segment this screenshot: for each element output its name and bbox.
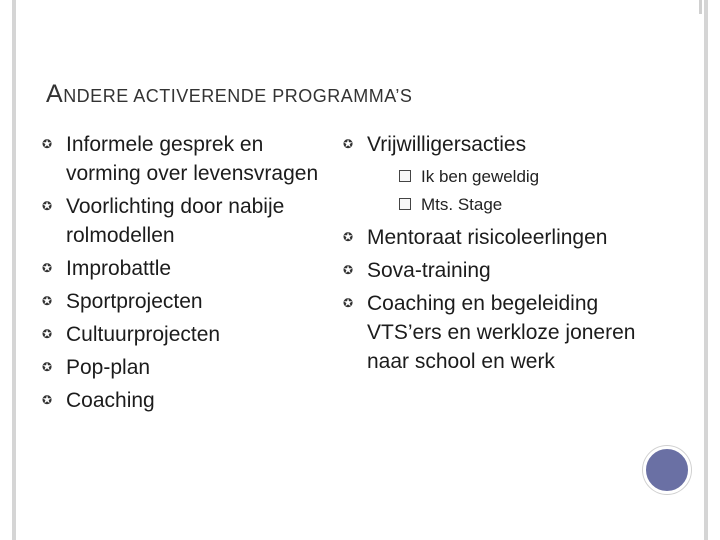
checkbox-bullet-icon	[399, 198, 411, 210]
list-item-text: Improbattle	[66, 257, 172, 280]
list-item	[343, 223, 643, 252]
sub-list-item-text: Ik ben geweldig	[421, 167, 540, 186]
star-bullet-icon: ✪	[42, 261, 53, 275]
left-bullet-list	[42, 130, 332, 415]
list-item	[42, 192, 332, 250]
left-column	[42, 130, 332, 419]
list-item	[42, 130, 332, 188]
list-item-text: Cultuurprojecten	[66, 323, 221, 346]
list-item-text: Voorlichting door nabije rolmodellen	[66, 195, 285, 247]
right-column	[343, 130, 643, 380]
left-frame-line	[12, 0, 16, 540]
list-item	[42, 386, 332, 415]
list-item-text: Informele gesprek en vorming over levensvragen	[66, 133, 319, 185]
checkbox-bullet-icon	[399, 170, 411, 182]
list-item	[42, 287, 332, 316]
list-item-text: Sova-training	[367, 259, 491, 282]
list-item	[343, 130, 643, 219]
star-bullet-icon: ✪	[343, 230, 354, 244]
sub-bullet-list	[399, 163, 643, 219]
star-bullet-icon: ✪	[42, 294, 53, 308]
title-rest: NDERE ACTIVERENDE PROGRAMMA’S	[63, 86, 413, 106]
list-item-text: Coaching	[66, 389, 155, 412]
star-bullet-icon: ✪	[42, 199, 53, 213]
list-item	[343, 256, 643, 285]
star-bullet-icon: ✪	[42, 360, 53, 374]
title-initial: A	[46, 80, 64, 108]
list-item	[42, 353, 332, 382]
list-item-text: Mentoraat risicoleerlingen	[367, 226, 608, 249]
sub-list-item	[399, 191, 643, 219]
sub-list-item	[399, 163, 643, 191]
list-item-text: Pop-plan	[66, 356, 151, 379]
decorative-circle	[643, 446, 691, 494]
star-bullet-icon: ✪	[343, 137, 354, 151]
star-bullet-icon: ✪	[343, 263, 354, 277]
star-bullet-icon: ✪	[42, 137, 53, 151]
list-item	[42, 254, 332, 283]
list-item-text: Sportprojecten	[66, 290, 203, 313]
right-bullet-list	[343, 130, 643, 376]
right-frame-line	[704, 0, 708, 540]
slide-title	[46, 80, 412, 109]
top-right-frame-mark	[699, 0, 702, 14]
list-item-text: Vrijwilligersacties	[367, 133, 527, 156]
list-item	[343, 289, 643, 376]
star-bullet-icon: ✪	[42, 393, 53, 407]
star-bullet-icon: ✪	[42, 327, 53, 341]
list-item-text: Coaching en begeleiding VTS’ers en werkloze joneren naar school en werk	[367, 292, 636, 373]
star-bullet-icon: ✪	[343, 296, 354, 310]
sub-list-item-text: Mts. Stage	[421, 195, 503, 214]
list-item	[42, 320, 332, 349]
